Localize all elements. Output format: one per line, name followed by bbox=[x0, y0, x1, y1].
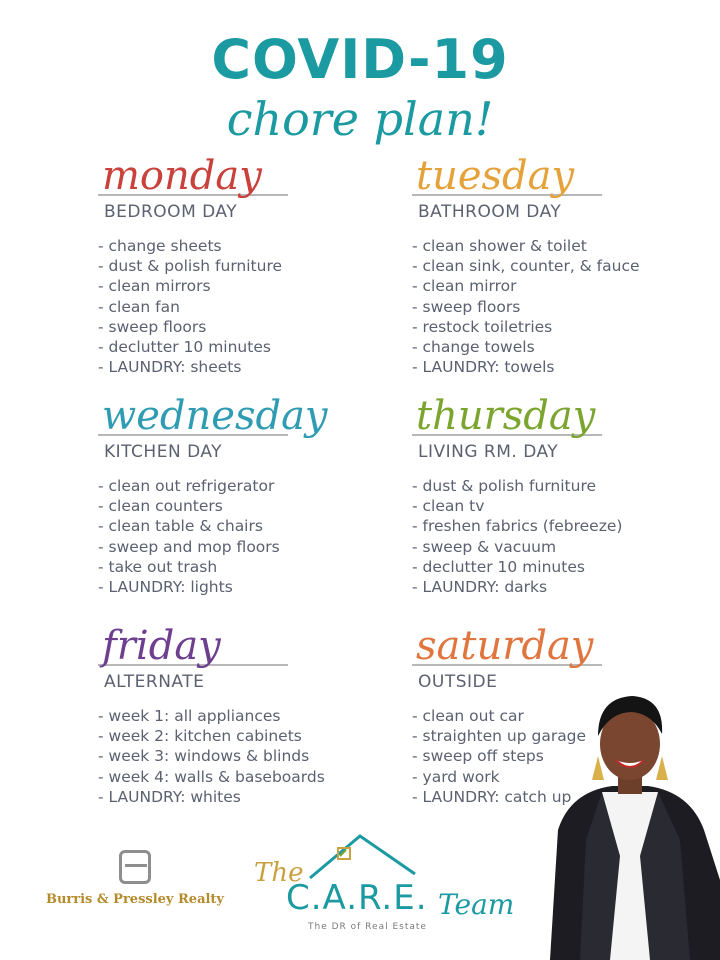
day-theme: ALTERNATE bbox=[104, 672, 205, 692]
task-item: - week 4: walls & baseboards bbox=[98, 767, 398, 787]
brokerage-name: Burris & Pressley Realty bbox=[45, 892, 224, 907]
task-item: - freshen fabrics (febreeze) bbox=[412, 516, 712, 536]
task-item: - clean out car bbox=[412, 706, 712, 726]
task-list bbox=[98, 236, 398, 377]
team-suffix: Team bbox=[438, 888, 515, 921]
day-theme: BATHROOM DAY bbox=[418, 202, 562, 222]
day-theme: OUTSIDE bbox=[418, 672, 498, 692]
task-item: - restock toiletries bbox=[412, 317, 712, 337]
day-tuesday bbox=[412, 152, 712, 377]
task-item: - sweep off steps bbox=[412, 746, 712, 766]
day-theme: LIVING RM. DAY bbox=[418, 442, 559, 462]
day-name: saturday bbox=[416, 623, 594, 669]
task-item: - LAUNDRY: towels bbox=[412, 357, 712, 377]
task-list bbox=[98, 476, 398, 597]
task-item: - dust & polish furniture bbox=[98, 256, 398, 276]
day-theme: KITCHEN DAY bbox=[104, 442, 223, 462]
team-the-text: The bbox=[254, 858, 304, 888]
task-item: - straighten up garage bbox=[412, 726, 712, 746]
task-item: - clean sink, counter, & fauce bbox=[412, 256, 712, 276]
task-item: - change towels bbox=[412, 337, 712, 357]
page-subtitle: chore plan! bbox=[226, 92, 494, 146]
task-item: - clean counters bbox=[98, 496, 398, 516]
team-name: C.A.R.E. bbox=[286, 878, 428, 918]
task-item: - LAUNDRY: sheets bbox=[98, 357, 398, 377]
task-item: - clean out refrigerator bbox=[98, 476, 398, 496]
task-list bbox=[98, 706, 398, 807]
care-team-logo bbox=[250, 830, 515, 940]
task-item: - declutter 10 minutes bbox=[412, 557, 712, 577]
task-item: - sweep & vacuum bbox=[412, 537, 712, 557]
page-title: COVID-19 bbox=[211, 28, 509, 91]
agent-portrait bbox=[540, 680, 720, 960]
team-tagline: The DR of Real Estate bbox=[308, 922, 427, 932]
task-item: - week 3: windows & blinds bbox=[98, 746, 398, 766]
task-item: - sweep floors bbox=[412, 297, 712, 317]
day-thursday bbox=[412, 392, 712, 597]
day-theme: BEDROOM DAY bbox=[104, 202, 238, 222]
day-name: monday bbox=[102, 153, 262, 199]
task-item: - sweep and mop floors bbox=[98, 537, 398, 557]
brokerage-logo bbox=[40, 848, 230, 907]
task-item: - LAUNDRY: whites bbox=[98, 787, 398, 807]
task-item: - clean tv bbox=[412, 496, 712, 516]
task-item: - week 2: kitchen cabinets bbox=[98, 726, 398, 746]
task-item: - take out trash bbox=[98, 557, 398, 577]
task-item: - yard work bbox=[412, 767, 712, 787]
task-item: - clean mirror bbox=[412, 276, 712, 296]
day-name: friday bbox=[102, 623, 221, 669]
task-item: - LAUNDRY: catch up bbox=[412, 787, 712, 807]
day-name: thursday bbox=[416, 393, 596, 439]
task-item: - clean mirrors bbox=[98, 276, 398, 296]
day-name: wednesday bbox=[102, 393, 328, 439]
task-item: - LAUNDRY: lights bbox=[98, 577, 398, 597]
task-item: - LAUNDRY: darks bbox=[412, 577, 712, 597]
task-list bbox=[412, 236, 712, 377]
task-item: - change sheets bbox=[98, 236, 398, 256]
brokerage-mark-icon bbox=[115, 848, 155, 886]
task-item: - week 1: all appliances bbox=[98, 706, 398, 726]
task-item: - declutter 10 minutes bbox=[98, 337, 398, 357]
day-name: tuesday bbox=[416, 153, 575, 199]
task-item: - sweep floors bbox=[98, 317, 398, 337]
task-item: - clean shower & toilet bbox=[412, 236, 712, 256]
task-item: - clean table & chairs bbox=[98, 516, 398, 536]
task-item: - dust & polish furniture bbox=[412, 476, 712, 496]
task-list bbox=[412, 476, 712, 597]
day-wednesday bbox=[98, 392, 398, 597]
day-friday bbox=[98, 622, 398, 807]
day-monday bbox=[98, 152, 398, 377]
task-item: - clean fan bbox=[98, 297, 398, 317]
